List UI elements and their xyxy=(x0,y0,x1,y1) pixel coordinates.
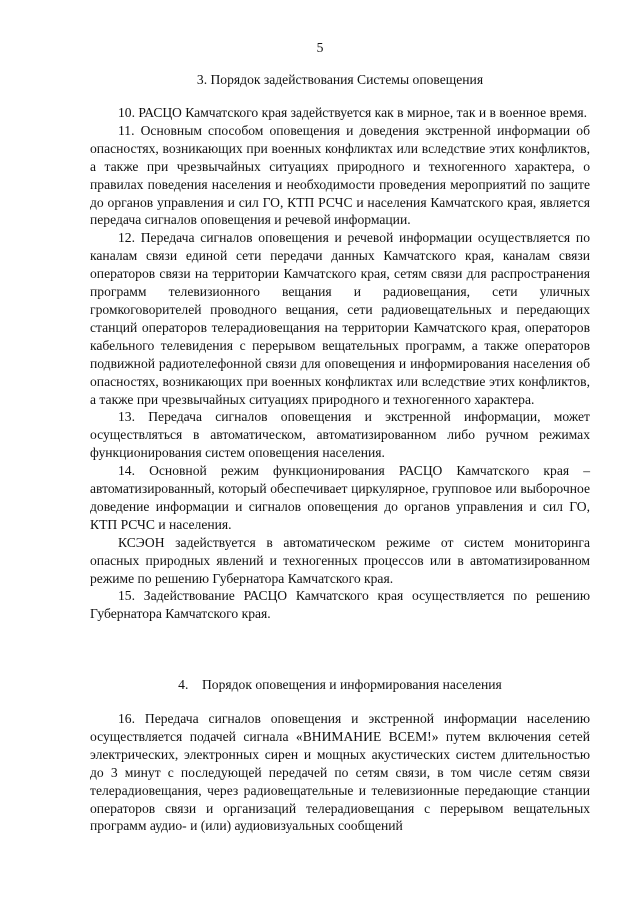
paragraph-11: 11. Основным способом оповещения и доведения экстренной информации об опасностях, возникающих при военных конфликтах или вследствие этих конфликтов, а также при чрезвычайных ситуациях природного и техногенного характера, о правилах поведения населения и необходимости проведения мероприятий по защите до органов управления и сил ГО, КТП РСЧС и населения Камчатского края, является передача сигналов оповещения и речевой информации. xyxy=(90,122,590,228)
paragraph-10: 10. РАСЦО Камчатского края задействуется как в мирное, так и в военное время. xyxy=(118,105,588,120)
page-number: 5 xyxy=(316,40,324,55)
section-3-body xyxy=(90,104,590,623)
paragraph-16: 16. Передача сигналов оповещения и экстренной информации населению осуществляется подачей сигнала «ВНИМАНИЕ ВСЕМ!» путем включения сетей электрических, электронных сирен и мощных акустических систем длительностью до 3 минут с последующей передачей по сетям связи, в том числе сетям связи телерадиовещания, через радиовещательные и телевизионные передающие станции операторов связи и организаций телерадиовещания с перерывом вещательных программ аудио- и (или) аудиовизуальных сообщений xyxy=(90,711,590,834)
section-3-heading: 3. Порядок задействования Системы оповещения xyxy=(196,72,484,87)
paragraph-kseon: КСЭОН задействуется в автоматическом режиме от систем мониторинга опасных природных явлений и техногенных процессов или в автоматизированном режиме по решению Губернатора Камчатского края. xyxy=(90,534,590,586)
paragraph-15: 15. Задействование РАСЦО Камчатского края осуществляется по решению Губернатора Камчатского края. xyxy=(90,588,590,622)
paragraph-12: 12. Передача сигналов оповещения и речевой информации осуществляется по каналам связи единой сети передачи данных Камчатского края, каналам связи операторов связи на территории Камчатского края, сетям связи для распространения программ телевизионного вещания и радиовещания, сети уличных громкоговорителей проводного вещания, сети радиовещательных и передающих станций операторов телерадиовещания на территории Камчатского края, операторов кабельного телевидения с перерывом вещательных программ, а также операторов подвижной радиотелефонной связи для оповещения и информирования населения об опасностях, возникающих при военных конфликтах или вследствие этих конфликтов, а также при чрезвычайных ситуациях природного и техногенного характера. xyxy=(90,230,590,407)
section-4-heading: 4. Порядок оповещения и информирования населения xyxy=(178,677,502,692)
paragraph-14: 14. Основной режим функционирования РАСЦО Камчатского края – автоматизированный, который обеспечивает циркулярное, групповое или выборочное доведение информации и сигналов оповещения до органов управления и сил ГО, КТП РСЧС и населения. xyxy=(90,463,590,532)
paragraph-13: 13. Передача сигналов оповещения и экстренной информации, может осуществляться в автоматическом, автоматизированном либо ручном режимах функционирования систем оповещения населения. xyxy=(90,409,590,461)
section-4-body xyxy=(90,710,590,835)
